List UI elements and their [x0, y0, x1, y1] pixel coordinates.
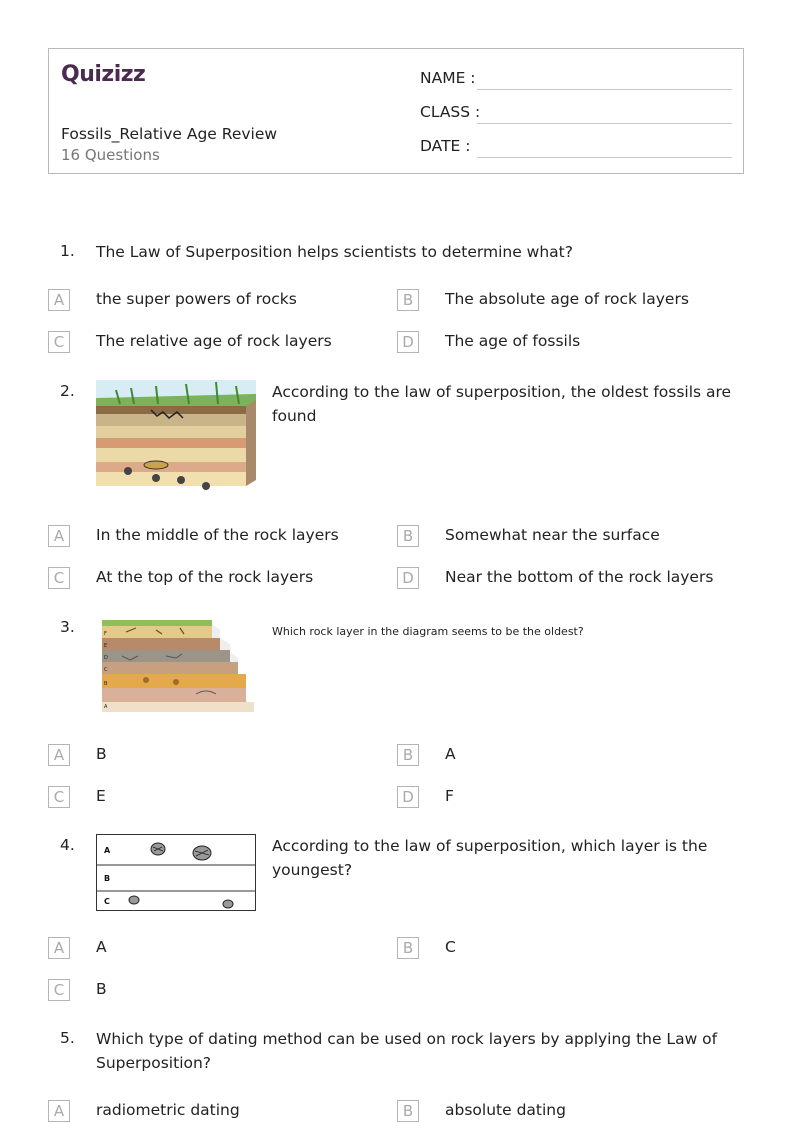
layer-table-image [96, 834, 256, 911]
option-letter-box: B [397, 1100, 419, 1122]
question-text: According to the law of superposition, which layer is the youngest? [272, 837, 708, 879]
question-text: The Law of Superposition helps scientists to determine what? [96, 243, 573, 261]
option-text: A [445, 745, 456, 763]
option-text: F [445, 787, 454, 805]
question-number: 2. [60, 382, 75, 400]
option-text: B [96, 745, 107, 763]
option-text: The absolute age of rock layers [445, 290, 689, 308]
class-field [420, 103, 480, 121]
option-text: absolute dating [445, 1101, 566, 1119]
question-text: According to the law of superposition, the oldest fossils are found [272, 383, 732, 425]
option-letter-box: B [397, 525, 419, 547]
option-letter-box: B [397, 744, 419, 766]
date-label: DATE : [420, 137, 471, 155]
option-letter-box: B [397, 937, 419, 959]
layer-label-a: A [104, 704, 108, 710]
layer-label-c: C [104, 897, 110, 906]
option-letter-box: C [48, 331, 70, 353]
class-line[interactable] [477, 123, 732, 124]
date-line[interactable] [477, 157, 732, 158]
layer-label-f: F [104, 631, 107, 637]
worksheet-header [48, 48, 744, 174]
option-text: In the middle of the rock layers [96, 526, 339, 544]
rock-layers-image [96, 380, 256, 500]
option-letter-box: A [48, 1100, 70, 1122]
question-number: 3. [60, 618, 75, 636]
option-letter-box: C [48, 979, 70, 1001]
rock-cliff-diagram [96, 618, 256, 718]
name-field [420, 69, 476, 87]
rock-layers-illustration [96, 380, 256, 504]
option-letter-box: D [397, 567, 419, 589]
option-text: C [445, 938, 456, 956]
question-number: 5. [60, 1029, 75, 1047]
question-text: Which type of dating method can be used on rock layers by applying the Law of Superposition? [96, 1030, 718, 1072]
quizizz-logo [61, 59, 156, 91]
option-text: The relative age of rock layers [96, 332, 332, 350]
layer-label-d: D [104, 655, 108, 661]
worksheet-title: Fossils_Relative Age Review [61, 125, 278, 143]
layer-label-b: B [104, 681, 108, 687]
rock-cliff-image [96, 618, 256, 714]
option-letter-box: A [48, 744, 70, 766]
option-letter-box: A [48, 289, 70, 311]
question-text: Which rock layer in the diagram seems to be the oldest? [272, 625, 584, 638]
layer-label-e: E [104, 643, 108, 649]
class-label: CLASS : [420, 103, 481, 121]
option-text: Somewhat near the surface [445, 526, 660, 544]
option-text: At the top of the rock layers [96, 568, 314, 586]
option-text: Near the bottom of the rock layers [445, 568, 714, 586]
option-letter-box: C [48, 567, 70, 589]
option-text: the super powers of rocks [96, 290, 297, 308]
question-number: 1. [60, 242, 75, 260]
layer-label-a: A [104, 846, 111, 855]
option-text: A [96, 938, 107, 956]
question-count: 16 Questions [61, 146, 160, 164]
name-line[interactable] [477, 89, 732, 90]
layer-label-b: B [104, 874, 111, 883]
option-letter-box: D [397, 331, 419, 353]
layer-table-diagram [96, 834, 256, 915]
question-number: 4. [60, 836, 75, 854]
option-text: radiometric dating [96, 1101, 240, 1119]
option-text: E [96, 787, 106, 805]
option-letter-box: B [397, 289, 419, 311]
option-text: B [96, 980, 107, 998]
option-letter-box: A [48, 937, 70, 959]
date-field [420, 137, 470, 155]
name-label: NAME : [420, 69, 476, 87]
option-letter-box: D [397, 786, 419, 808]
option-letter-box: A [48, 525, 70, 547]
option-text: The age of fossils [445, 332, 581, 350]
svg-text:Quizizz: Quizizz [61, 62, 146, 87]
quizizz-logo-mark [61, 59, 156, 87]
layer-label-c: C [104, 667, 108, 673]
option-letter-box: C [48, 786, 70, 808]
